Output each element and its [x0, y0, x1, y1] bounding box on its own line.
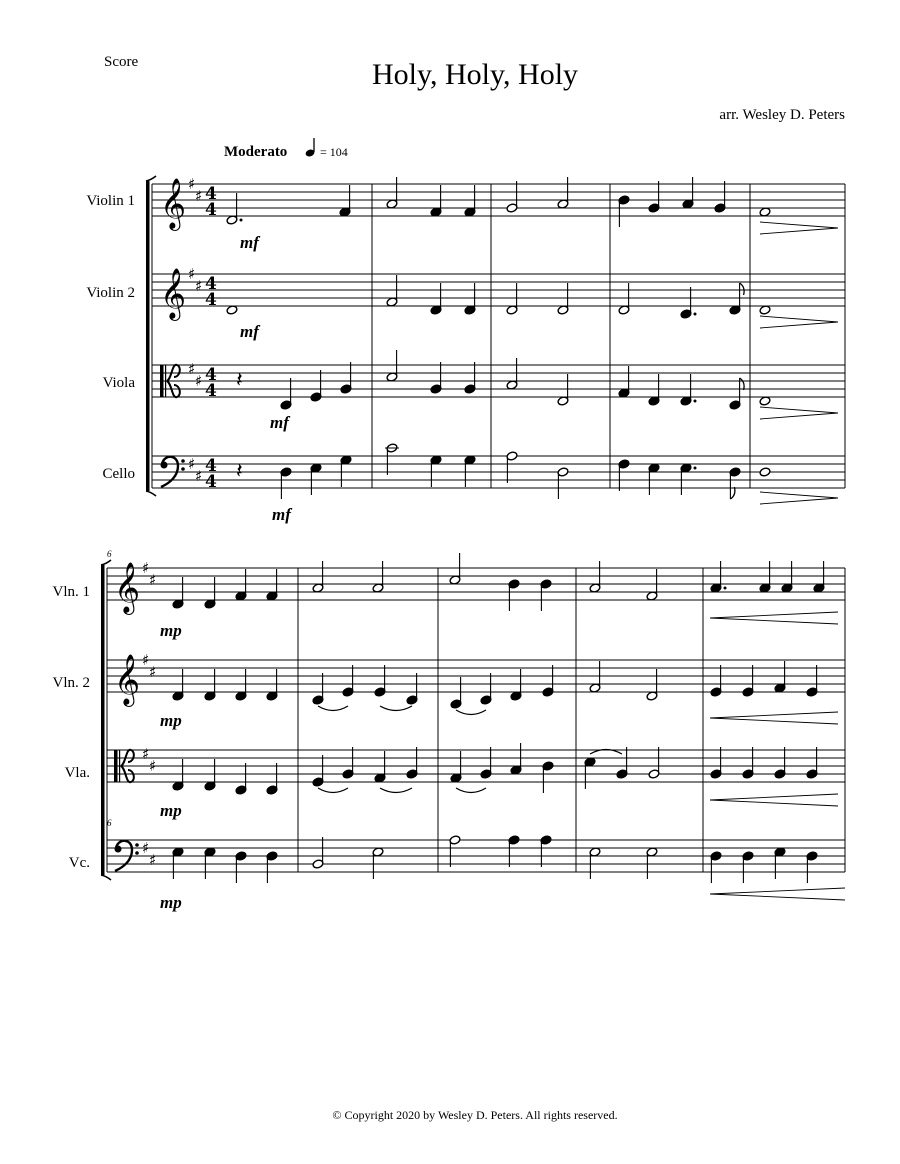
instrument-label-vln-1: Vln. 1 — [52, 584, 90, 600]
sharp-icon: ♯ — [149, 851, 157, 869]
note — [312, 561, 324, 593]
bracket-hook-bottom — [101, 875, 111, 880]
note — [266, 851, 278, 883]
sharp-icon: ♯ — [195, 277, 203, 295]
instrument-label-violin-1: Violin 1 — [86, 193, 135, 209]
note — [312, 837, 324, 869]
note — [510, 743, 522, 775]
decrescendo-hairpin — [760, 316, 838, 328]
tempo-text: Moderato — [224, 144, 288, 160]
time-signature-top: 4 — [205, 365, 217, 385]
staff-4 — [107, 840, 845, 872]
bracket-hook-top — [101, 560, 111, 565]
note — [540, 579, 552, 611]
measure-number-6-top: 6 — [107, 549, 112, 559]
note — [542, 665, 554, 697]
slur — [318, 706, 348, 711]
note — [680, 463, 692, 495]
note — [781, 561, 793, 593]
time-signature-top: 4 — [205, 456, 217, 476]
note — [480, 747, 492, 779]
note — [729, 378, 741, 410]
decrescendo-hairpin — [710, 888, 845, 900]
note — [508, 835, 520, 867]
dot — [240, 219, 243, 222]
note — [450, 751, 462, 783]
piece-title: Holy, Holy, Holy — [371, 58, 579, 91]
instrument-label-cello: Cello — [102, 466, 135, 482]
note — [806, 851, 818, 883]
note — [310, 370, 322, 402]
slur — [318, 788, 348, 793]
instrument-label-viola: Viola — [102, 375, 135, 391]
sharp-icon: ♯ — [149, 757, 157, 775]
copyright-notice: © Copyright 2020 by Wesley D. Peters. All rights reserved. — [332, 1108, 618, 1122]
note — [342, 747, 354, 779]
slur — [380, 706, 412, 711]
sharp-icon: ♯ — [142, 745, 150, 763]
arranger-credit: arr. Wesley D. Peters — [719, 107, 845, 123]
staff-2 — [107, 660, 845, 692]
note — [648, 463, 660, 495]
note — [648, 181, 660, 213]
note — [172, 577, 184, 609]
note — [774, 847, 786, 879]
note — [280, 378, 292, 410]
note — [813, 561, 825, 593]
slur — [456, 788, 486, 793]
note — [235, 851, 247, 883]
time-signature-bottom: 4 — [205, 200, 217, 220]
note — [557, 177, 569, 209]
sharp-icon: ♯ — [149, 571, 157, 589]
note — [226, 193, 238, 225]
note — [172, 759, 184, 791]
note — [449, 835, 461, 867]
note — [266, 569, 278, 601]
note — [774, 747, 786, 779]
measure-number-6-cello: 6 — [107, 818, 112, 828]
bracket-hook-bottom — [146, 491, 156, 496]
note — [266, 763, 278, 795]
sharp-icon: ♯ — [142, 651, 150, 669]
note — [759, 467, 771, 477]
system-bracket — [146, 181, 150, 491]
note — [374, 751, 386, 783]
tempo-bpm: = 104 — [320, 145, 348, 159]
system-2 — [101, 553, 845, 900]
score-label: Score — [104, 54, 139, 70]
note — [506, 181, 518, 213]
note — [618, 283, 630, 315]
bracket-hook-top — [146, 176, 156, 181]
time-signature-top: 4 — [205, 274, 217, 294]
time-signature-bottom: 4 — [205, 472, 217, 492]
eighth-flag — [740, 378, 745, 390]
staff-4 — [152, 456, 845, 488]
treble-clef-icon: 𝄞 — [114, 562, 141, 613]
note — [480, 673, 492, 705]
staff-1 — [152, 184, 845, 216]
slur — [456, 710, 486, 715]
note — [506, 283, 518, 315]
note — [374, 665, 386, 697]
note — [680, 374, 692, 406]
eighth-flag — [740, 283, 745, 295]
sharp-icon: ♯ — [188, 175, 196, 193]
dot — [694, 467, 697, 470]
note — [542, 761, 554, 793]
note — [508, 579, 520, 611]
note — [618, 195, 630, 227]
dynamic-vla: mp — [160, 801, 182, 820]
note — [172, 669, 184, 701]
note — [386, 350, 398, 382]
note — [710, 561, 722, 593]
sharp-icon: ♯ — [195, 372, 203, 390]
time-signature-bottom: 4 — [205, 290, 217, 310]
dynamic-violin-1: mf — [240, 233, 259, 252]
dot — [694, 400, 697, 403]
note — [430, 283, 442, 315]
decrescendo-hairpin — [760, 492, 838, 504]
sharp-icon: ♯ — [195, 187, 203, 205]
note — [386, 177, 398, 209]
time-signature-top: 4 — [205, 184, 217, 204]
note — [648, 374, 660, 406]
note — [506, 358, 518, 390]
note — [386, 275, 398, 307]
instrument-label-vla: Vla. — [64, 765, 90, 781]
sharp-icon: ♯ — [149, 663, 157, 681]
instrument-label-vln-2: Vln. 2 — [52, 675, 90, 691]
note — [372, 847, 384, 879]
note — [372, 561, 384, 593]
note — [430, 185, 442, 217]
note — [449, 553, 461, 585]
dynamic-vln-1: mp — [160, 621, 182, 640]
note — [506, 451, 518, 483]
note — [235, 669, 247, 701]
note — [204, 577, 216, 609]
note — [339, 185, 351, 217]
note — [806, 747, 818, 779]
note — [557, 374, 569, 406]
decrescendo-hairpin — [710, 712, 838, 724]
instrument-label-violin-2: Violin 2 — [86, 285, 135, 301]
note — [759, 561, 771, 593]
staff-3 — [152, 365, 845, 397]
decrescendo-hairpin — [760, 407, 838, 419]
note — [710, 747, 722, 779]
sharp-icon: ♯ — [188, 455, 196, 473]
note — [589, 847, 601, 879]
note — [648, 747, 660, 779]
system-bracket — [101, 565, 105, 875]
note — [464, 185, 476, 217]
note — [774, 661, 786, 693]
quarter-note-icon — [305, 138, 316, 158]
note — [430, 362, 442, 394]
note — [589, 661, 601, 693]
quarter-rest-icon: 𝄽 — [236, 459, 243, 484]
sharp-icon: ♯ — [142, 839, 150, 857]
dynamic-cello: mf — [272, 505, 291, 524]
dynamic-violin-2: mf — [240, 322, 259, 341]
treble-clef-icon: 𝄞 — [160, 268, 187, 319]
treble-clef-icon: 𝄞 — [114, 654, 141, 705]
note — [204, 847, 216, 879]
dynamic-vln-2: mp — [160, 711, 182, 730]
note — [312, 755, 324, 787]
sharp-icon: ♯ — [195, 467, 203, 485]
sharp-icon: ♯ — [142, 559, 150, 577]
note — [680, 287, 692, 319]
staff-1 — [107, 568, 845, 600]
dot — [724, 587, 727, 590]
treble-clef-icon: 𝄞 — [160, 178, 187, 229]
note — [710, 851, 722, 883]
note — [557, 283, 569, 315]
sharp-icon: ♯ — [188, 265, 196, 283]
note — [464, 362, 476, 394]
note — [172, 847, 184, 879]
note — [618, 366, 630, 398]
note — [280, 467, 292, 499]
slur — [380, 788, 412, 793]
dynamic-viola: mf — [270, 413, 289, 432]
note — [342, 665, 354, 697]
note — [714, 181, 726, 213]
note — [406, 673, 418, 705]
dynamic-vc: mp — [160, 893, 182, 912]
note — [729, 283, 741, 315]
note — [310, 463, 322, 495]
note — [682, 177, 694, 209]
time-signature-bottom: 4 — [205, 381, 217, 401]
note — [340, 362, 352, 394]
staff-3 — [107, 750, 845, 782]
instrument-label-vc: Vc. — [68, 855, 90, 871]
note — [450, 677, 462, 709]
note — [540, 835, 552, 867]
staff-2 — [152, 274, 845, 306]
note — [204, 759, 216, 791]
note — [235, 763, 247, 795]
note — [235, 569, 247, 601]
decrescendo-hairpin — [710, 794, 838, 806]
eighth-flag — [730, 487, 735, 499]
note — [266, 669, 278, 701]
note — [204, 669, 216, 701]
note — [646, 569, 658, 601]
sharp-icon: ♯ — [188, 360, 196, 378]
note — [430, 455, 442, 487]
note — [742, 851, 754, 883]
quarter-rest-icon: 𝄽 — [236, 368, 243, 393]
note — [584, 757, 596, 789]
dot — [694, 313, 697, 316]
note — [806, 665, 818, 697]
note — [589, 561, 601, 593]
note — [646, 847, 658, 879]
decrescendo-hairpin — [710, 612, 838, 624]
note — [406, 747, 418, 779]
note — [557, 467, 569, 499]
note — [742, 747, 754, 779]
note — [464, 455, 476, 487]
note — [646, 669, 658, 701]
note — [464, 283, 476, 315]
note — [742, 665, 754, 697]
decrescendo-hairpin — [760, 222, 838, 234]
note — [510, 669, 522, 701]
note — [312, 673, 324, 705]
note — [618, 459, 630, 491]
note — [710, 665, 722, 697]
note — [340, 455, 352, 487]
